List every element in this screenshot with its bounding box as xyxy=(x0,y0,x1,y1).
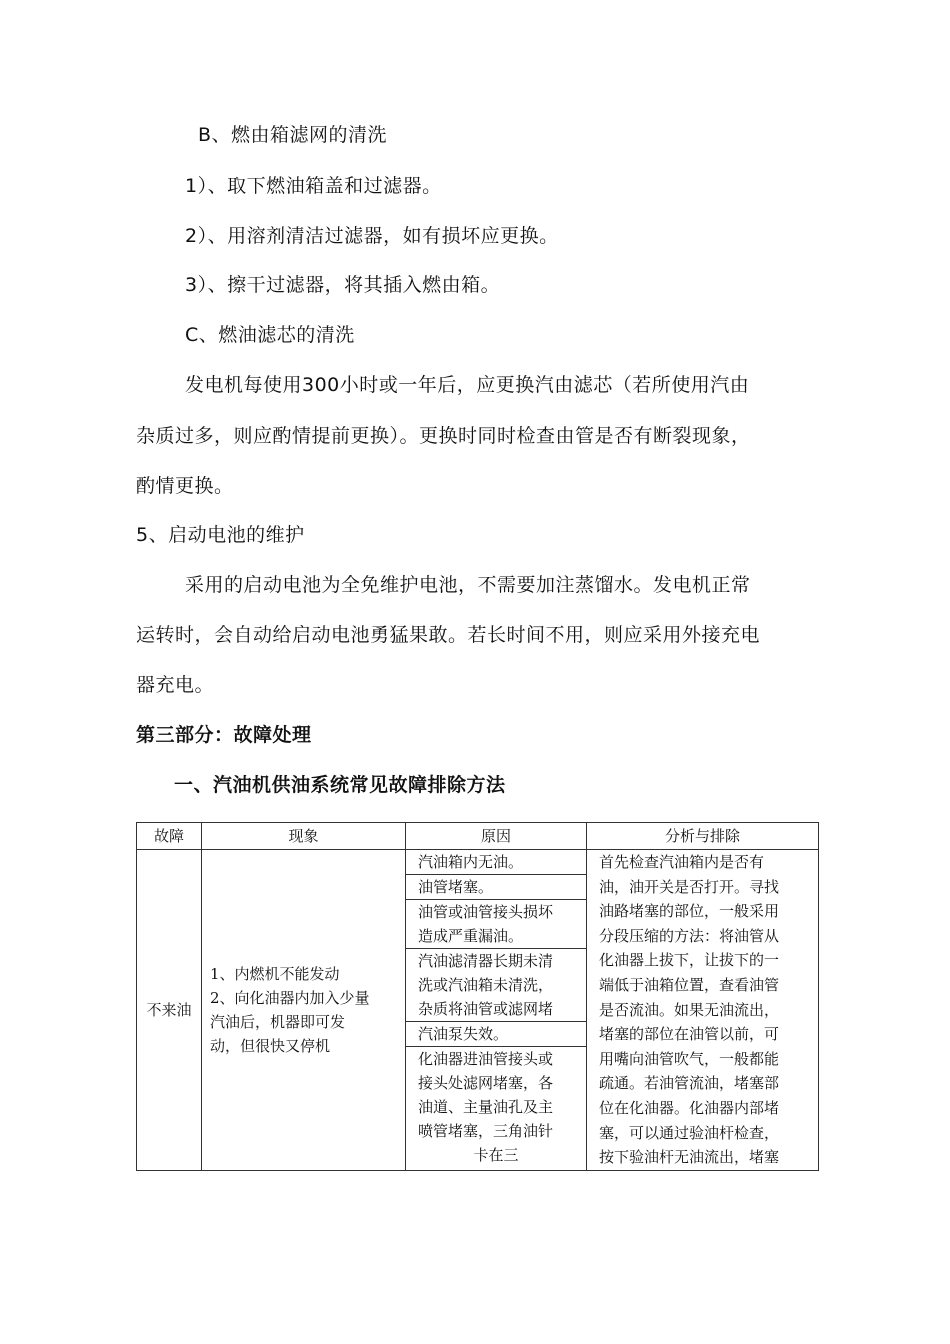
paragraph-battery-line: 运转时，会自动给启动电池勇猛果敢。若长时间不用，则应采用外接充电 xyxy=(136,624,761,646)
analysis-line: 首先检查汽油箱内是否有 xyxy=(599,853,765,871)
phenomenon-line: 汽油后，机器即可发 xyxy=(210,1012,346,1031)
analysis-cell xyxy=(587,850,819,1171)
analysis-line: 位在化油器。化油器内部堵 xyxy=(599,1098,780,1117)
analysis-line: 化油器上拔下，让拔下的一 xyxy=(599,951,780,970)
phenomenon-line: 2、向化油器内加入少量 xyxy=(210,988,370,1007)
cause-line: 油管或油管接头损坏 xyxy=(418,903,554,921)
paragraph-filter-line: 发电机每使用300小时或一年后，应更换汽由滤芯（若所使用汽由 xyxy=(185,374,750,396)
cause-item xyxy=(406,1022,586,1047)
analysis-line: 分段压缩的方法：将油管从 xyxy=(599,926,780,945)
cause-item xyxy=(406,850,586,875)
analysis-line: 是否流油。如果无油流出， xyxy=(599,1000,780,1019)
cause-item xyxy=(406,900,586,949)
step-2: 2）、用溶剂清洁过滤器，如有损坏应更换。 xyxy=(185,225,559,247)
section-title: 第三部分：故障处理 xyxy=(136,724,312,746)
analysis-line: 油路堵塞的部位，一般采用 xyxy=(599,902,780,921)
heading-c-fuel-filter-element: C、燃油滤芯的清洗 xyxy=(185,324,355,346)
cause-line: 卡在三 xyxy=(473,1146,519,1164)
paragraph-filter-line: 酌情更换。 xyxy=(136,475,234,497)
cause-item xyxy=(406,949,586,1022)
cause-line: 喷管堵塞，三角油针 xyxy=(418,1122,554,1140)
heading-5-battery-maintenance: 5、启动电池的维护 xyxy=(136,524,305,546)
header-analysis: 分析与排除 xyxy=(587,823,819,850)
cause-line: 油道、主量油孔及主 xyxy=(418,1098,554,1116)
analysis-line: 塞，可以通过验油杆检查， xyxy=(599,1123,780,1142)
analysis-line: 油，油开关是否打开。寻找 xyxy=(599,877,780,896)
cause-item xyxy=(406,1047,586,1167)
analysis-line: 用嘴向油管吹气，一般都能 xyxy=(599,1049,780,1068)
cause-line: 汽油泵失效。 xyxy=(418,1025,509,1043)
step-3: 3）、擦干过滤器，将其插入燃由箱。 xyxy=(185,274,501,296)
subsection-title: 一、汽油机供油系统常见故障排除方法 xyxy=(174,774,506,796)
cause-line: 油管堵塞。 xyxy=(418,878,494,896)
cause-line: 杂质将油管或滤网堵 xyxy=(418,1000,554,1018)
heading-b-fuel-tank-filter: B、燃由箱滤网的清洗 xyxy=(198,124,388,146)
table-header-row xyxy=(137,823,819,850)
cause-line: 洗或汽油箱未清洗， xyxy=(418,976,554,994)
header-fault: 故障 xyxy=(137,823,202,850)
table-row xyxy=(137,850,819,1171)
analysis-line: 按下验油杆无油流出，堵塞 xyxy=(599,1148,780,1167)
paragraph-filter-line: 杂质过多，则应酌情提前更换）。更换时同时检查由管是否有断裂现象， xyxy=(136,425,751,447)
fault-cell: 不来油 xyxy=(137,850,202,1171)
cause-item xyxy=(406,875,586,900)
paragraph-battery-line: 采用的启动电池为全免维护电池，不需要加注蒸馏水。发电机正常 xyxy=(185,574,751,596)
cause-cell xyxy=(406,850,587,1171)
fault-table xyxy=(136,822,819,1171)
header-cause: 原因 xyxy=(406,823,587,850)
step-1: 1）、取下燃油箱盖和过滤器。 xyxy=(185,175,442,197)
analysis-line: 堵塞的部位在油管以前，可 xyxy=(599,1025,780,1044)
cause-line: 汽油滤清器长期未清 xyxy=(418,952,554,970)
cause-line: 接头处滤网堵塞，各 xyxy=(418,1074,554,1092)
phenomenon-cell xyxy=(202,850,406,1171)
cause-line: 造成严重漏油。 xyxy=(418,927,524,945)
analysis-line: 疏通。若油管流油，堵塞部 xyxy=(599,1074,780,1093)
header-phenomenon: 现象 xyxy=(202,823,406,850)
phenomenon-line: 动，但很快又停机 xyxy=(210,1036,331,1055)
paragraph-battery-line: 器充电。 xyxy=(136,674,215,696)
phenomenon-line: 1、内燃机不能发动 xyxy=(210,964,340,983)
cause-line: 化油器进油管接头或 xyxy=(418,1050,554,1068)
cause-line: 汽油箱内无油。 xyxy=(418,853,524,871)
analysis-line: 端低于油箱位置，查看油管 xyxy=(599,975,780,994)
